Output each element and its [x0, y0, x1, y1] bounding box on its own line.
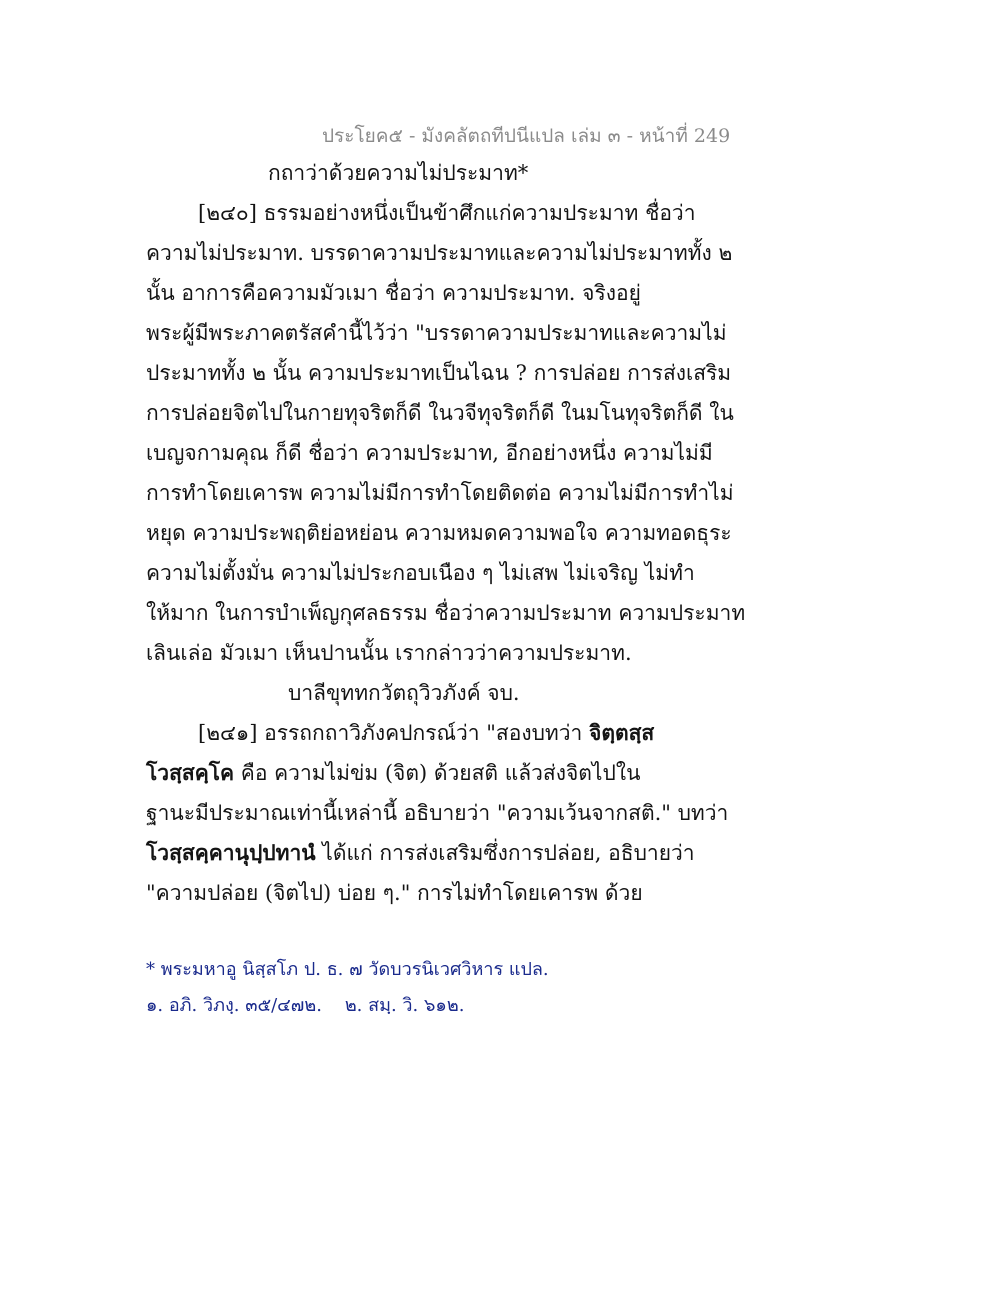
- paragraph-line: หยุด ความประพฤติย่อหย่อน ความหมดความพอใจ ความทอดธุระ: [146, 521, 732, 545]
- paragraph-text: คือ ความไม่ข่ม (จิต) ด้วยสติ แล้วส่งจิตไปใน: [234, 761, 641, 785]
- paragraph-line: [๒๔๐] ธรรมอย่างหนึ่งเป็นข้าศึกแก่ความประมาท ชื่อว่า: [198, 201, 696, 225]
- paragraph-line: เลินเล่อ มัวเมา เห็นปานนั้น เรากล่าวว่าความประมาท.: [146, 641, 632, 665]
- paragraph-line: เบญจกามคุณ ก็ดี ชื่อว่า ความประมาท, อีกอย่างหนึ่ง ความไม่มี: [146, 441, 713, 465]
- paragraph-text: ได้แก่ การส่งเสริมซึ่งการปล่อย, อธิบายว่า: [315, 841, 695, 865]
- paragraph-line: [146, 758, 640, 788]
- paragraph-line: ให้มาก ในการบำเพ็ญกุศลธรรม ชื่อว่าความประมาท ความประมาท: [146, 601, 746, 625]
- paragraph-line: [146, 838, 695, 868]
- paragraph-line: ความไม่ตั้งมั่น ความไม่ประกอบเนือง ๆ ไม่เสพ ไม่เจริญ ไม่ทำ: [146, 561, 695, 585]
- paragraph-line: พระผู้มีพระภาคตรัสคำนี้ไว้ว่า "บรรดาความประมาทและความไม่: [146, 321, 727, 345]
- paragraph-line: "ความปล่อย (จิตไป) บ่อย ๆ." การไม่ทำโดยเคารพ ด้วย: [146, 881, 643, 905]
- paragraph-line: ฐานะมีประมาณเท่านี้เหล่านี้ อธิบายว่า "ความเว้นจากสติ." บทว่า: [146, 801, 729, 825]
- footnote-translator: * พระมหาอู นิสฺสโภ ป. ธ. ๗ วัดบวรนิเวศวิหาร แปล.: [146, 959, 549, 980]
- paragraph-line: การทำโดยเคารพ ความไม่มีการทำโดยติดต่อ ความไม่มีการทำไม่: [146, 481, 734, 505]
- pali-term: โวสฺสคฺคานุปฺปทานํ: [146, 840, 316, 865]
- paragraph-line: นั้น อาการคือความมัวเมา ชื่อว่า ความประมาท. จริงอยู่: [146, 281, 641, 305]
- paragraph-line: ประมาททั้ง ๒ นั้น ความประมาทเป็นไฉน ? การปล่อย การส่งเสริม: [146, 361, 732, 385]
- paragraph-line: [198, 718, 654, 748]
- pali-term: โวสฺสคฺโค: [146, 760, 235, 785]
- running-head: ประโยค๕ - มังคลัตถทีปนีแปล เล่ม ๓ - หน้าที่ 249: [322, 125, 731, 147]
- paragraph-text: [๒๔๑] อรรถกถาวิภังคปกรณ์ว่า "สองบทว่า: [198, 721, 590, 745]
- pali-term: จิตฺตสฺส: [589, 720, 655, 745]
- paragraph-line: การปล่อยจิตไปในกายทุจริตก็ดี ในวจีทุจริตก็ดี ในมโนทุจริตก็ดี ใน: [146, 401, 734, 425]
- section-title: กถาว่าด้วยความไม่ประมาท*: [268, 161, 529, 185]
- footnote-references: ๑. อภิ. วิภงฺ. ๓๕/๔๗๒. ๒. สมฺ. วิ. ๖๑๒.: [146, 995, 465, 1016]
- paragraph-line: ความไม่ประมาท. บรรดาความประมาทและความไม่ประมาททั้ง ๒: [146, 241, 733, 265]
- closing-line: บาลีขุททกวัตถุวิวภังค์ จบ.: [288, 681, 520, 705]
